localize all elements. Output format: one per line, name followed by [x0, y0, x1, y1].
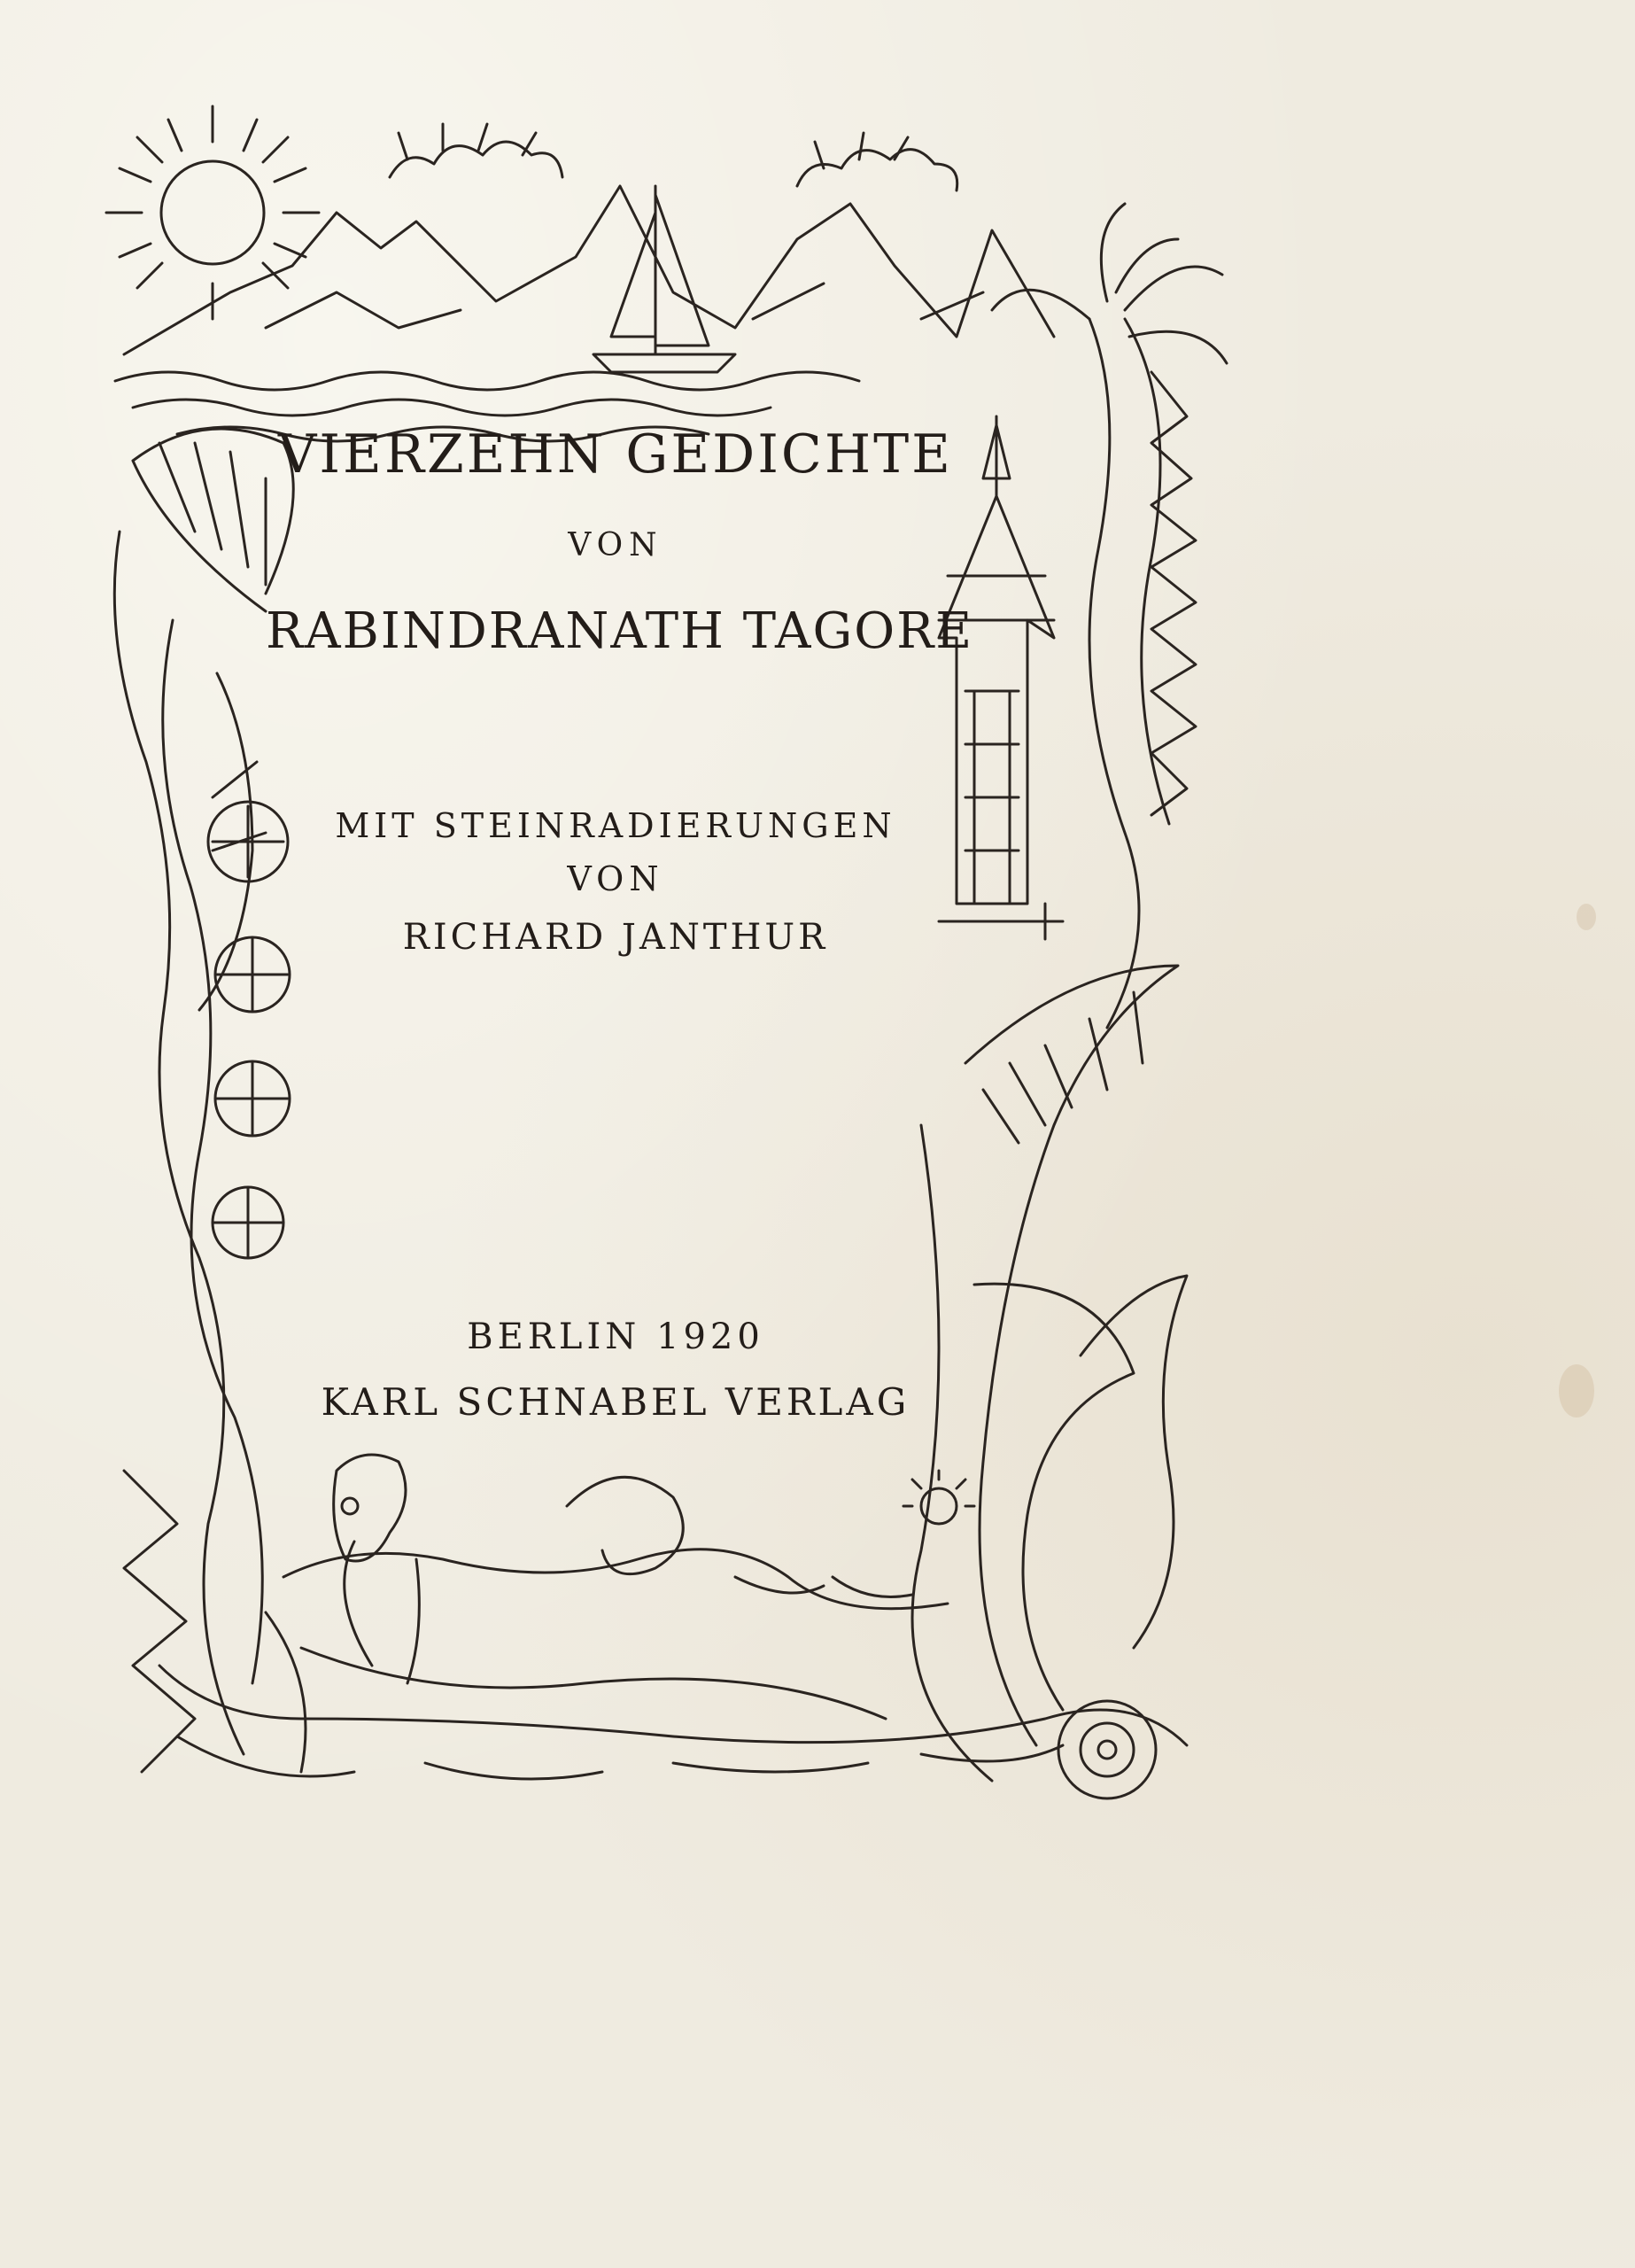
- by-line-2: VON: [567, 859, 664, 898]
- illustrations-note: MIT STEINRADIERUNGEN: [335, 806, 896, 845]
- illustrator-name: RICHARD JANTHUR: [402, 917, 829, 958]
- place-year: BERLIN 1920: [467, 1317, 764, 1357]
- sun-icon: [106, 106, 319, 319]
- paper-stain: [1577, 904, 1596, 930]
- book-title: VIERZEHN GEDICHTE: [278, 423, 953, 485]
- paper-stain: [1559, 1364, 1594, 1418]
- sailboat: [593, 186, 735, 372]
- by-line-1: VON: [568, 527, 663, 563]
- clouds: [390, 142, 957, 190]
- author-name: RABINDRANATH TAGORE: [266, 602, 974, 660]
- right-palm: [1089, 319, 1169, 1028]
- publisher-name: KARL SCHNABEL VERLAG: [321, 1380, 910, 1424]
- spiral-ornament: [1058, 1701, 1156, 1798]
